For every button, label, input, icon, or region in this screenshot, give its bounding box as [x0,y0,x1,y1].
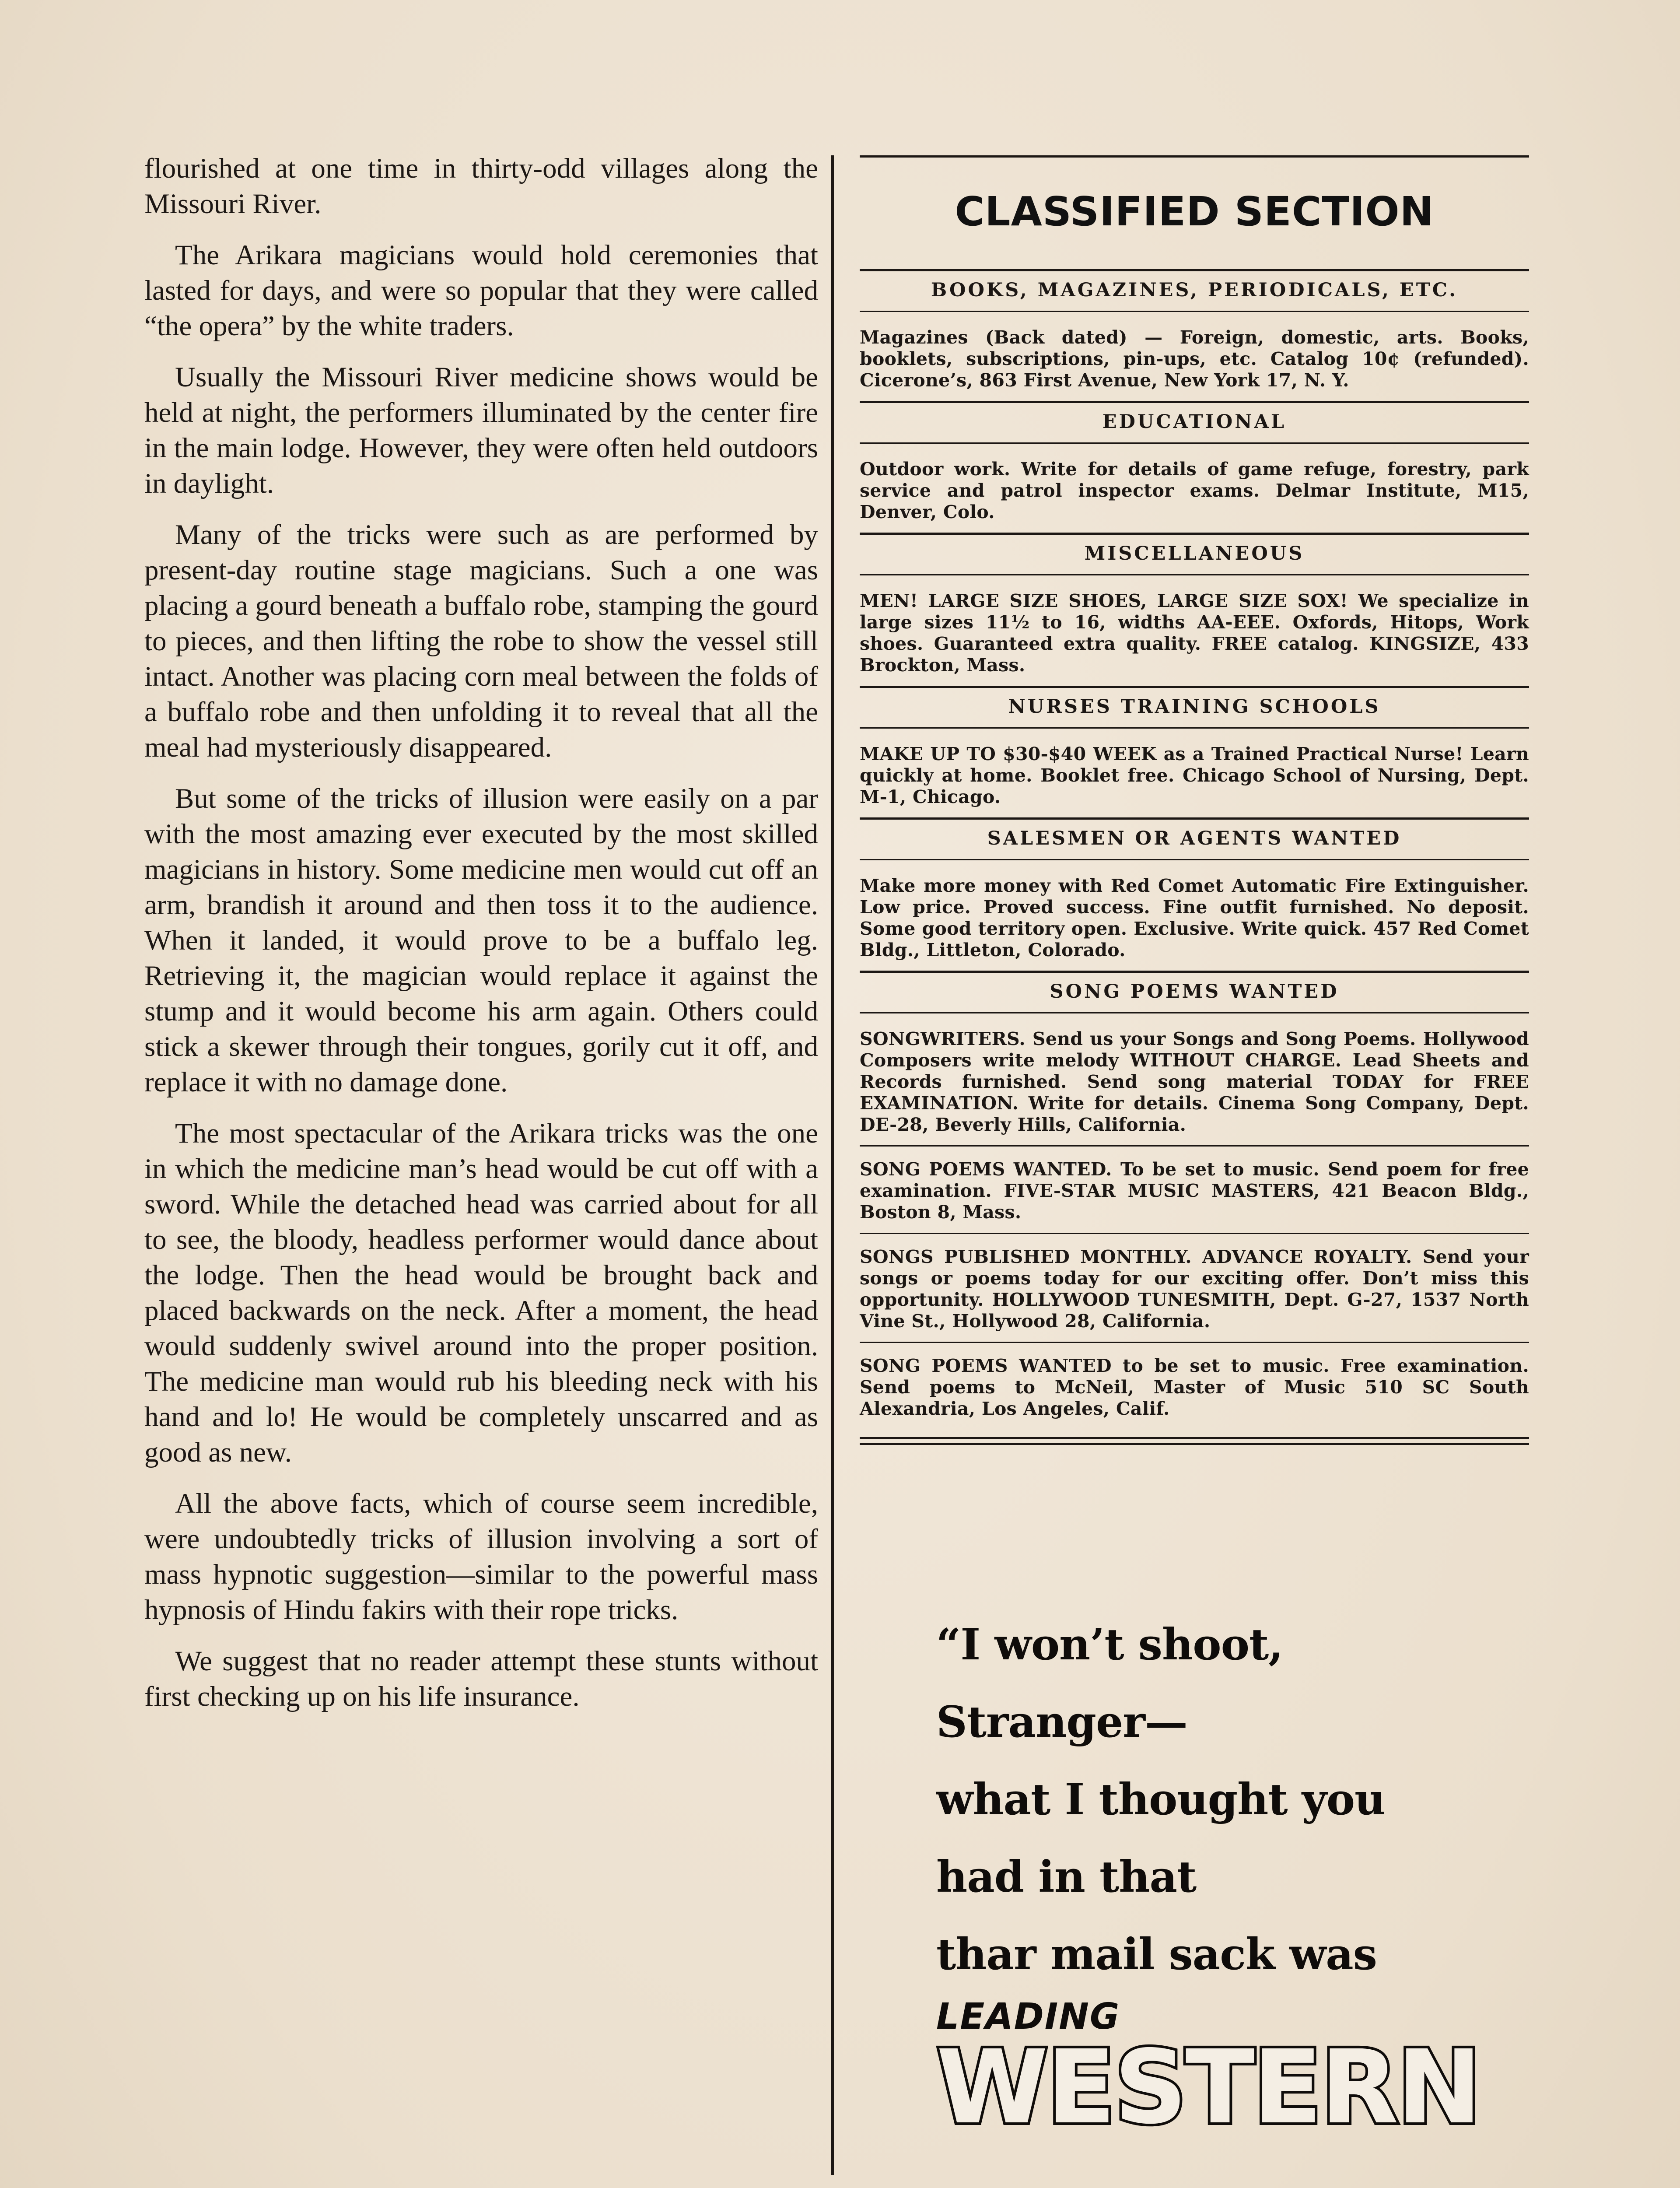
double-divider [860,1437,1529,1445]
classified-ad: Outdoor work. Write for details of game refuge, forestry, park service and patrol inspector exams. Delmar Institute, M15, Denver, Colo. [860,459,1529,522]
divider [860,1233,1529,1234]
category-heading: EDUCATIONAL [1102,411,1287,433]
divider [860,727,1529,729]
article-paragraph: We suggest that no reader attempt these stunts without first checking up on his life insurance. [144,1645,818,1712]
classified-ad: Magazines (Back dated) — Foreign, domestic, arts. Books, booklets, subscriptions, pin-ups, etc. Catalog 10¢ (refunded). Cicerone’s, 863 First Avenue, New York 17, N. Y. [860,327,1529,391]
article-paragraph: Many of the tricks were such as are performed by present-day routine stage magicians. Such a one was placing a gourd beneath a buffalo robe, stamping the gourd to pieces, and then lifting the robe to show the vessel still intact. Another was placing corn meal between the folds of a buffalo robe and then unfolding it to reveal that all the meal had mysteriously disappeared. [144,519,818,763]
promo-line: Stranger— [936,1697,1187,1747]
divider [860,1342,1529,1343]
article-paragraph: flourished at one time in thirty-odd villages along the Missouri River. [144,153,818,220]
category-heading: MISCELLANEOUS [1084,543,1305,565]
classified-ad: Make more money with Red Comet Automatic Fire Extinguisher. Low price. Proved success. Fine outfit furnished. No deposit. Some good territory open. Exclusive. Write quick. 457 Red Comet Bldg., Littleton, Colorado. [860,875,1529,961]
article-paragraph: The most spectacular of the Arikara tricks was the one in which the medicine man’s head would be cut off with a sword. While the detached head was carried about for all to see, the bloody, headless performer would dance about the lodge. Then the head would be brought back and placed backwards on the neck. After a moment, the head would suddenly swivel around into the proper position. The medicine man would rub his bleeding neck with his hand and lo! He would be completely unscarred and as good as new. [144,1118,818,1468]
promo-western-logo: WESTERN [936,2028,1480,2146]
divider [860,859,1529,860]
divider [860,1012,1529,1013]
article-paragraph: The Arikara magicians would hold ceremonies that lasted for days, and were so popular that they were called “the opera” by the white traders. [144,239,818,342]
column-divider [831,155,834,2175]
promo-line: thar mail sack was [936,1929,1377,1980]
category-heading: BOOKS, MAGAZINES, PERIODICALS, ETC. [931,279,1458,301]
divider [860,311,1529,312]
category-heading: NURSES TRAINING SCHOOLS [1008,696,1381,718]
classified-ad: SONG POEMS WANTED to be set to music. Free examination. Send poems to McNeil, Master of Music 510 SC South Alexandria, Los Angeles, Calif. [860,1355,1529,1419]
promo-leading: LEADING [936,1996,1120,2037]
classified-title: CLASSIFIED SECTION [955,188,1434,235]
divider [860,442,1529,444]
promo-line: had in that [936,1852,1197,1902]
classified-ad: MAKE UP TO $30-$40 WEEK as a Trained Practical Nurse! Learn quickly at home. Booklet free. Chicago School of Nursing, Dept. M-1, Chicago. [860,743,1529,807]
classified-ad: SONG POEMS WANTED. To be set to music. Send poem for free examination. FIVE-STAR MUSIC MASTERS, 421 Beacon Bldg., Boston 8, Mass. [860,1159,1529,1223]
promo-line: what I thought you [936,1774,1386,1825]
promo-line: “I won’t shoot, [936,1620,1283,1670]
divider [860,1145,1529,1147]
article-paragraph: Usually the Missouri River medicine shows would be held at night, the performers illuminated by the center fire in the main lodge. However, they were often held outdoors in daylight. [144,361,818,499]
classified-ad: SONGWRITERS. Send us your Songs and Song Poems. Hollywood Composers write melody WITHOUT CHARGE. Lead Sheets and Records furnished. Send song material TODAY for FREE EXAMINATION. Write for details. Cinema Song Company, Dept. DE-28, Beverly Hills, California. [860,1028,1529,1135]
article-paragraph: All the above facts, which of course seem incredible, were undoubtedly tricks of illusion involving a sort of mass hypnotic suggestion—similar to the powerful mass hypnosis of Hindu fakirs with their rope tricks. [144,1488,818,1626]
leading-western-promo [936,1606,1505,2146]
divider [860,574,1529,575]
classified-ad: SONGS PUBLISHED MONTHLY. ADVANCE ROYALTY. Send your songs or poems today for our exciting offer. Don’t miss this opportunity. HOLLYWOOD TUNESMITH, Dept. G-27, 1537 North Vine St., Hollywood 28, California. [860,1246,1529,1332]
article-column [144,151,818,1715]
category-heading: SONG POEMS WANTED [1050,981,1339,1003]
classified-ad: MEN! LARGE SIZE SHOES, LARGE SIZE SOX! We specialize in large sizes 11½ to 16, widths AA-EEE. Oxfords, Hitops, Work shoes. Guaranteed extra quality. FREE catalog. KINGSIZE, 433 Brockton, Mass. [860,590,1529,676]
article-paragraph: But some of the tricks of illusion were easily on a par with the most amazing ever executed by the most skilled magicians in history. Some medicine men would cut off an arm, brandish it around and then toss it to the audience. When it landed, it would prove to be a buffalo leg. Retrieving it, the magician would replace it against the stump and it would become his arm again. Others could stick a skewer through their tongues, gorily cut it off, and replace it with no damage done. [144,783,818,1098]
divider [860,155,1529,158]
category-heading: SALESMEN OR AGENTS WANTED [987,828,1402,849]
classified-section [860,155,1529,1445]
